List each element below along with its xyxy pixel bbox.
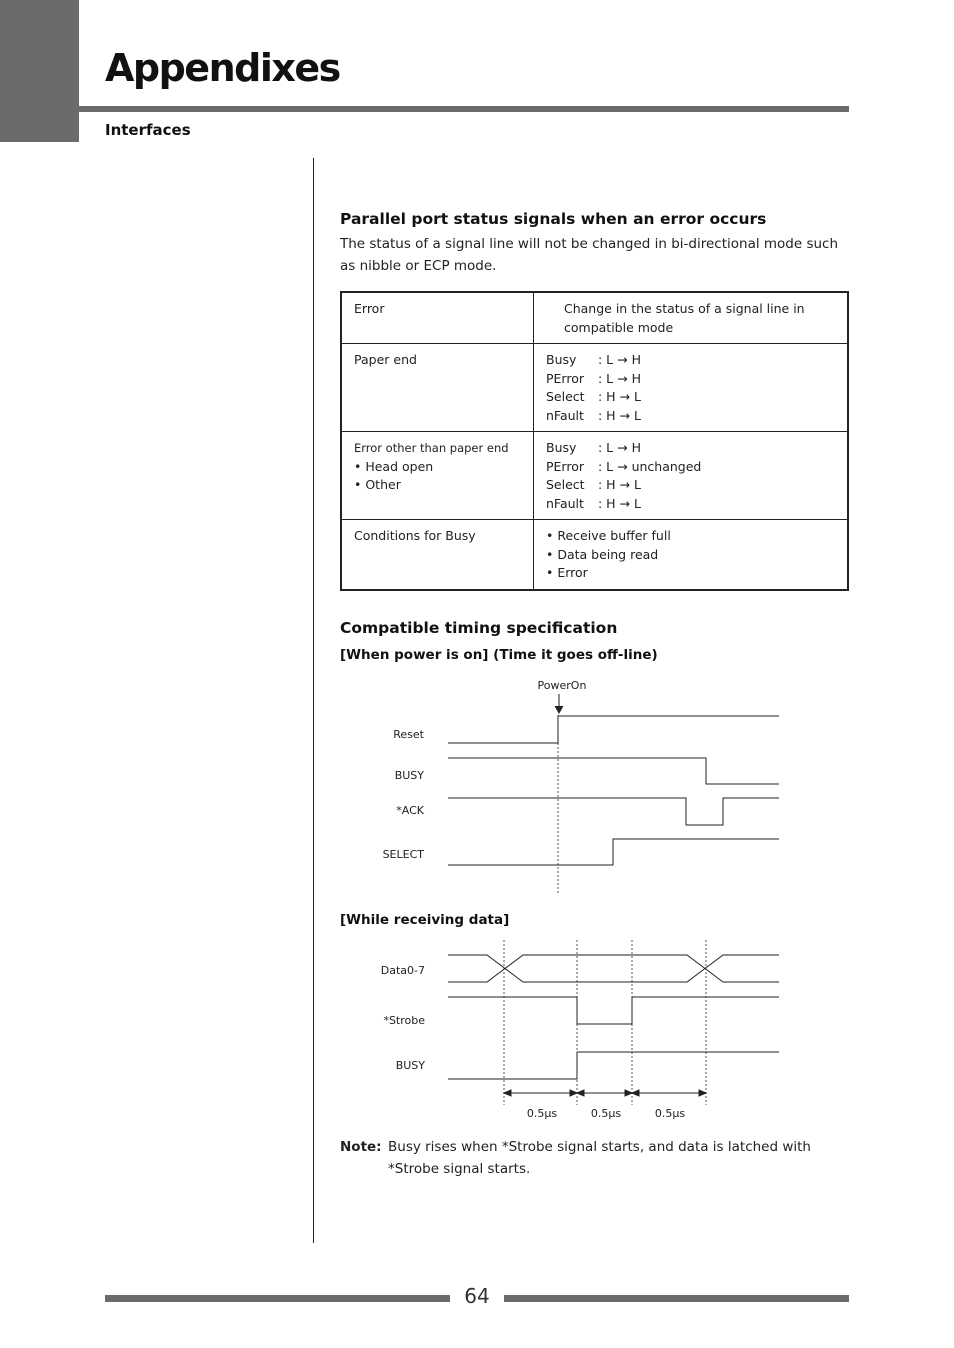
table-row	[341, 432, 848, 520]
signal-line	[546, 370, 836, 389]
signal-line	[546, 439, 836, 458]
signal-line	[546, 351, 836, 370]
error-cell	[341, 344, 534, 432]
signal-name: nFault	[546, 495, 584, 511]
error-bullet: • Other	[354, 477, 401, 492]
signal-change: : L → H	[598, 352, 641, 367]
table-header-row	[341, 292, 848, 344]
condition-item: • Receive buffer full	[546, 528, 671, 543]
busy-receiving-waveform	[448, 1052, 779, 1079]
header-corner-block	[0, 0, 79, 142]
table-header-change-text: Change in the status of a signal line in compatible mode	[564, 301, 805, 335]
footer-rule-right	[504, 1295, 849, 1302]
interval-label: 0.5μs	[526, 1107, 558, 1120]
signal-name: PError	[546, 458, 585, 474]
table-row	[341, 344, 848, 432]
section-label: Interfaces	[105, 121, 191, 139]
receiving-timing-diagram	[340, 935, 785, 1125]
error-text: Conditions for Busy	[354, 528, 476, 543]
signal-change: : L → H	[598, 440, 641, 455]
signal-label-data: Data0-7	[380, 964, 425, 977]
signal-line	[546, 495, 836, 514]
ack-waveform	[448, 798, 779, 825]
condition-item: • Data being read	[546, 546, 659, 562]
power-on-label: PowerOn	[537, 679, 587, 692]
signal-line	[546, 476, 836, 495]
conditions-cell	[534, 520, 849, 590]
signal-line	[546, 388, 836, 407]
table-header-error: Error	[341, 292, 534, 344]
footer-rule-left	[105, 1295, 450, 1302]
signal-line	[546, 458, 836, 477]
signal-change: : H → L	[598, 477, 641, 492]
busy-waveform	[448, 758, 779, 784]
signal-name: PError	[546, 370, 585, 386]
signal-line	[546, 407, 836, 426]
column-divider	[313, 158, 314, 1243]
signal-cell	[534, 432, 849, 520]
signal-change: : L → H	[598, 370, 641, 386]
condition-item: • Error	[546, 565, 588, 580]
signal-name: Select	[546, 477, 585, 492]
power-on-subheading: [When power is on] (Time it goes off-line)	[340, 647, 658, 663]
signal-name: nFault	[546, 407, 584, 423]
interval-label: 0.5μs	[590, 1107, 622, 1120]
signal-change: : H → L	[598, 389, 641, 404]
signal-label-busy: BUSY	[394, 769, 424, 782]
interval-label: 0.5μs	[654, 1107, 686, 1120]
signal-name: Busy	[546, 352, 577, 367]
power-on-arrow	[555, 694, 564, 714]
select-waveform	[448, 839, 779, 865]
data-waveform	[448, 955, 779, 982]
status-heading: Parallel port status signals when an error occurs	[340, 210, 767, 228]
timing-heading: Compatible timing specification	[340, 619, 618, 637]
table-row	[341, 520, 848, 590]
receiving-guide-lines	[504, 940, 706, 1105]
error-bullet: • Head open	[354, 458, 434, 474]
table-header-change	[534, 292, 849, 344]
signal-change: : H → L	[598, 407, 641, 423]
status-description: The status of a signal line will not be changed in bi-directional mode such as nibble or ECP mode.	[340, 236, 839, 274]
signal-label-busy-receiving: BUSY	[395, 1059, 425, 1072]
page-title: Appendixes	[105, 46, 340, 90]
note	[340, 1136, 852, 1180]
status-table	[340, 291, 849, 591]
page-number: 64	[464, 1284, 490, 1308]
signal-label-select: SELECT	[382, 848, 424, 861]
signal-change: : H → L	[598, 495, 641, 511]
signal-label-reset: Reset	[393, 728, 424, 741]
receiving-subheading: [While receiving data]	[340, 912, 510, 928]
signal-name: Busy	[546, 440, 577, 455]
signal-name: Select	[546, 389, 585, 404]
note-label: Note:	[340, 1139, 382, 1155]
reset-waveform	[448, 716, 779, 743]
error-cell	[341, 432, 534, 520]
error-text: Error other than paper end	[354, 441, 509, 455]
title-rule	[79, 106, 849, 112]
interval-arrows	[504, 1090, 706, 1096]
strobe-waveform	[448, 997, 779, 1024]
power-on-timing-diagram	[340, 675, 780, 895]
error-cell	[341, 520, 534, 590]
signal-cell	[534, 344, 849, 432]
signal-label-strobe: *Strobe	[383, 1014, 425, 1027]
signal-label-ack: *ACK	[396, 804, 424, 817]
error-text: Paper end	[354, 352, 417, 367]
signal-change: : L → unchanged	[598, 458, 702, 474]
note-text: Busy rises when *Strobe signal starts, and data is latched with *Strobe signal starts.	[388, 1139, 811, 1177]
